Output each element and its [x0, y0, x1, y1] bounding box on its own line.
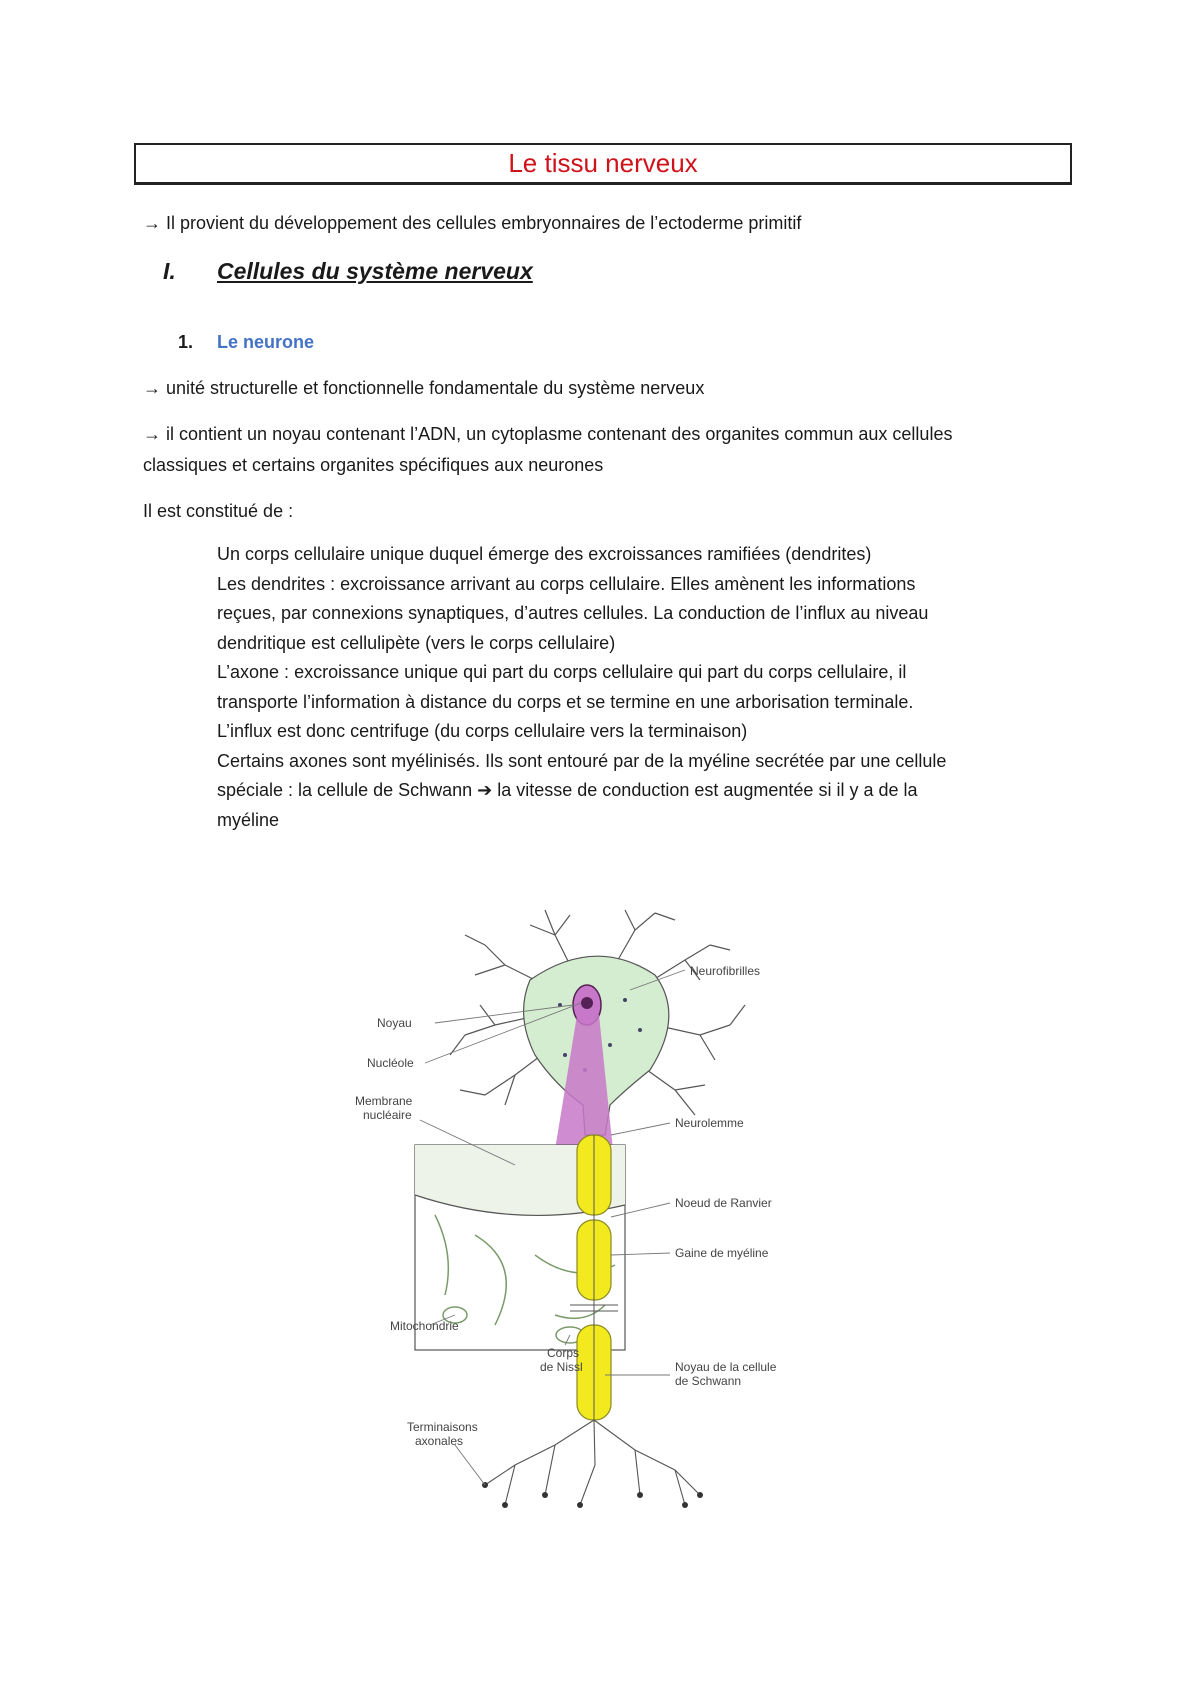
- nucleolus: [581, 997, 593, 1009]
- label-neurofibrilles: Neurofibrilles: [690, 964, 761, 978]
- label-noyau: Noyau: [377, 1016, 412, 1030]
- list-line: dendritique est cellulipète (vers le corps cellulaire): [217, 632, 616, 653]
- label-neurolemme: Neurolemme: [675, 1116, 744, 1130]
- section-heading: [163, 258, 533, 285]
- label-corps-2: de Nissl: [540, 1360, 583, 1374]
- description-list: [217, 540, 1077, 835]
- subsection-title: Le neurone: [217, 332, 315, 352]
- label-membrane-2: nucléaire: [363, 1108, 412, 1122]
- label-nucleole: Nucléole: [367, 1056, 414, 1070]
- subsection-number: 1.: [178, 332, 194, 352]
- label-mitochondrie: Mitochondrie: [390, 1319, 459, 1333]
- list-line: Les dendrites : excroissance arrivant au corps cellulaire. Elles amènent les informations: [217, 573, 916, 594]
- paragraph-2-line-2: classiques et certains organites spécifiques aux neurones: [143, 455, 604, 475]
- list-line: spéciale : la cellule de Schwann ➔ la vitesse de conduction est augmentée si il y a de la: [217, 780, 918, 800]
- title-box: [134, 143, 1072, 185]
- list-line: myéline: [217, 809, 280, 830]
- paragraph-1: → unité structurelle et fonctionnelle fondamentale du système nerveux: [143, 378, 705, 398]
- list-line: L’axone : excroissance unique qui part du corps cellulaire qui part du corps cellulaire, il: [217, 662, 907, 682]
- section-number: I.: [163, 258, 176, 284]
- list-line: transporte l’information à distance du corps et se termine en une arborisation terminale.: [217, 691, 914, 712]
- list-line: reçues, par connexions synaptiques, d’autres cellules. La conduction de l’influx au niveau: [217, 603, 929, 623]
- label-noeud: Noeud de Ranvier: [675, 1196, 772, 1210]
- label-corps-1: Corps: [547, 1346, 580, 1360]
- paragraph-3: Il est constitué de :: [143, 501, 294, 521]
- list-line: L’influx est donc centrifuge (du corps cellulaire vers la terminaison): [217, 721, 748, 741]
- list-line: Un corps cellulaire unique duquel émerge des excroissances ramifiées (dendrites): [217, 544, 872, 564]
- label-membrane-1: Membrane: [355, 1094, 413, 1108]
- neuron-diagram: [355, 905, 855, 1575]
- label-terminaisons-2: axonales: [415, 1434, 464, 1448]
- page-title: Le tissu nerveux: [508, 148, 698, 178]
- label-terminaisons-1: Terminaisons: [407, 1420, 478, 1434]
- label-gaine: Gaine de myéline: [675, 1246, 769, 1260]
- neuron-figure: [355, 905, 855, 1580]
- section-title: Cellules du système nerveux: [217, 258, 533, 284]
- terminal-buttons: [482, 1482, 703, 1508]
- list-line: Certains axones sont myélinisés. Ils sont entouré par de la myéline secrétée par une cellule: [217, 750, 947, 771]
- label-schwann-1: Noyau de la cellule: [675, 1360, 777, 1374]
- subsection-heading: [178, 332, 314, 353]
- label-schwann-2: de Schwann: [675, 1374, 742, 1388]
- paragraph-2-line-1: → il contient un noyau contenant l’ADN, un cytoplasme contenant des organites commun aux cellules: [143, 424, 953, 444]
- intro-text: → Il provient du développement des cellules embryonnaires de l’ectoderme primitif: [143, 213, 802, 233]
- axon-terminals: [485, 1420, 700, 1505]
